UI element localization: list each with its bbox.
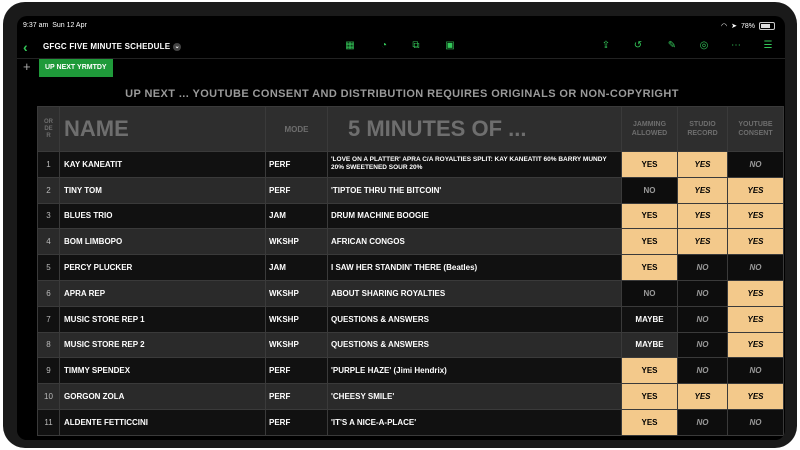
row-name-cell[interactable]: KAY KANEATIT	[60, 152, 266, 178]
row-jamming-cell[interactable]: YES	[622, 152, 678, 178]
status-right	[721, 22, 775, 30]
row-jamming-cell[interactable]: YES	[622, 409, 678, 435]
schedule-table	[37, 106, 784, 436]
row-mode-cell[interactable]: PERF	[266, 358, 328, 384]
location-icon: ➤	[731, 23, 737, 30]
row-name-cell[interactable]: MUSIC STORE REP 1	[60, 306, 266, 332]
row-name-cell[interactable]: TIMMY SPENDEX	[60, 358, 266, 384]
row-studio-cell[interactable]: YES	[678, 229, 728, 255]
table-row	[38, 203, 784, 229]
table-row	[38, 358, 784, 384]
row-studio-cell[interactable]: NO	[678, 280, 728, 306]
row-name-cell[interactable]: BLUES TRIO	[60, 203, 266, 229]
row-order-cell[interactable]: 8	[38, 332, 60, 358]
row-order-cell[interactable]: 7	[38, 306, 60, 332]
row-order-cell[interactable]: 3	[38, 203, 60, 229]
sheet-tabs-bar	[17, 58, 785, 77]
row-mode-cell[interactable]: PERF	[266, 384, 328, 410]
row-youtube-cell[interactable]: NO	[728, 255, 784, 281]
status-time: 9:37 am Sun 12 Apr	[23, 22, 87, 29]
sheet-canvas	[17, 78, 785, 440]
row-mode-cell[interactable]: WKSHP	[266, 229, 328, 255]
row-order-cell[interactable]: 9	[38, 358, 60, 384]
row-item-cell[interactable]: 'LOVE ON A PLATTER' APRA C/A ROYALTIES SPLIT: KAY KANEATIT 60% BARRY MUNDY 20% SWEETENED SOUR 20%	[328, 152, 622, 178]
row-jamming-cell[interactable]: YES	[622, 384, 678, 410]
undo-icon[interactable]: ↺	[633, 40, 643, 51]
header-order[interactable]: OR DE R	[38, 107, 60, 152]
table-row	[38, 280, 784, 306]
row-order-cell[interactable]: 2	[38, 177, 60, 203]
comment-icon[interactable]: ◎	[699, 40, 709, 51]
row-jamming-cell[interactable]: YES	[622, 255, 678, 281]
row-youtube-cell[interactable]: YES	[728, 384, 784, 410]
header-name[interactable]: NAME	[60, 107, 266, 152]
row-jamming-cell[interactable]: NO	[622, 280, 678, 306]
row-item-cell[interactable]: QUESTIONS & ANSWERS	[328, 306, 622, 332]
screen	[17, 16, 785, 440]
row-mode-cell[interactable]: WKSHP	[266, 306, 328, 332]
media-icon[interactable]: ▣	[445, 40, 455, 51]
row-mode-cell[interactable]: JAM	[266, 203, 328, 229]
row-studio-cell[interactable]: NO	[678, 409, 728, 435]
row-youtube-cell[interactable]: YES	[728, 229, 784, 255]
row-mode-cell[interactable]: JAM	[266, 255, 328, 281]
table-row	[38, 177, 784, 203]
battery-percent: 78%	[740, 22, 755, 30]
table-row	[38, 152, 784, 178]
row-youtube-cell[interactable]: NO	[728, 409, 784, 435]
row-name-cell[interactable]: TINY TOM	[60, 177, 266, 203]
row-name-cell[interactable]: ALDENTE FETTICCINI	[60, 409, 266, 435]
row-order-cell[interactable]: 6	[38, 280, 60, 306]
row-studio-cell[interactable]: YES	[678, 177, 728, 203]
row-item-cell[interactable]: 'TIPTOE THRU THE BITCOIN'	[328, 177, 622, 203]
row-studio-cell[interactable]: NO	[678, 358, 728, 384]
table-row	[38, 229, 784, 255]
ipad-frame	[3, 2, 797, 448]
row-item-cell[interactable]: QUESTIONS & ANSWERS	[328, 332, 622, 358]
row-order-cell[interactable]: 1	[38, 152, 60, 178]
row-studio-cell[interactable]: YES	[678, 203, 728, 229]
header-mode[interactable]: MODE	[266, 107, 328, 152]
row-studio-cell[interactable]: YES	[678, 152, 728, 178]
header-jamming[interactable]: JAMMING ALLOWED	[622, 107, 678, 152]
battery-icon	[759, 22, 775, 30]
row-jamming-cell[interactable]: YES	[622, 358, 678, 384]
row-jamming-cell[interactable]: NO	[622, 177, 678, 203]
header-five-minutes[interactable]: 5 MINUTES OF ...	[328, 107, 622, 152]
row-item-cell[interactable]: I SAW HER STANDIN' THERE (Beatles)	[328, 255, 622, 281]
table-row	[38, 384, 784, 410]
document-icon[interactable]: ☰	[763, 40, 773, 51]
row-youtube-cell[interactable]: NO	[728, 358, 784, 384]
more-icon[interactable]: ⋯	[731, 40, 741, 51]
row-name-cell[interactable]: MUSIC STORE REP 2	[60, 332, 266, 358]
row-name-cell[interactable]: GORGON ZOLA	[60, 384, 266, 410]
row-item-cell[interactable]: 'IT'S A NICE-A-PLACE'	[328, 409, 622, 435]
row-order-cell[interactable]: 11	[38, 409, 60, 435]
row-name-cell[interactable]: APRA REP	[60, 280, 266, 306]
document-title[interactable]: GFGC FIVE MINUTE SCHEDULE ⌄	[43, 42, 180, 51]
table-row	[38, 332, 784, 358]
row-youtube-cell[interactable]: YES	[728, 280, 784, 306]
wifi-icon: ◠	[721, 23, 728, 30]
row-jamming-cell[interactable]: YES	[622, 203, 678, 229]
row-item-cell[interactable]: ABOUT SHARING ROYALTIES	[328, 280, 622, 306]
row-jamming-cell[interactable]: MAYBE	[622, 332, 678, 358]
table-row	[38, 409, 784, 435]
row-item-cell[interactable]: 'CHEESY SMILE'	[328, 384, 622, 410]
toolbar	[17, 36, 785, 58]
row-studio-cell[interactable]: YES	[678, 384, 728, 410]
add-sheet-button[interactable]: +	[23, 59, 31, 74]
sheet-title[interactable]: UP NEXT ... YOUTUBE CONSENT AND DISTRIBUTION REQUIRES ORIGINALS OR NON-COPYRIGHT	[125, 88, 679, 100]
row-studio-cell[interactable]: NO	[678, 332, 728, 358]
row-item-cell[interactable]: DRUM MACHINE BOOGIE	[328, 203, 622, 229]
chevron-left-icon[interactable]: ‹	[23, 39, 28, 55]
table-row	[38, 255, 784, 281]
row-order-cell[interactable]: 5	[38, 255, 60, 281]
row-jamming-cell[interactable]: YES	[622, 229, 678, 255]
row-mode-cell[interactable]: PERF	[266, 152, 328, 178]
row-order-cell[interactable]: 4	[38, 229, 60, 255]
row-mode-cell[interactable]: PERF	[266, 409, 328, 435]
row-youtube-cell[interactable]: YES	[728, 177, 784, 203]
table-row	[38, 306, 784, 332]
row-youtube-cell[interactable]: NO	[728, 152, 784, 178]
row-youtube-cell[interactable]: YES	[728, 203, 784, 229]
row-mode-cell[interactable]: WKSHP	[266, 332, 328, 358]
row-item-cell[interactable]: AFRICAN CONGOS	[328, 229, 622, 255]
share-icon[interactable]: ⇪	[601, 40, 611, 51]
row-mode-cell[interactable]: PERF	[266, 177, 328, 203]
tab-up-next[interactable]: UP NEXT YRMTDY	[39, 59, 113, 77]
format-brush-icon[interactable]: ✎	[667, 40, 677, 51]
table-icon[interactable]: ▦	[345, 40, 355, 51]
header-row	[38, 107, 784, 152]
chevron-down-icon[interactable]: ⌄	[174, 43, 180, 50]
row-youtube-cell[interactable]: YES	[728, 306, 784, 332]
row-order-cell[interactable]: 10	[38, 384, 60, 410]
row-jamming-cell[interactable]: MAYBE	[622, 306, 678, 332]
row-name-cell[interactable]: PERCY PLUCKER	[60, 255, 266, 281]
row-studio-cell[interactable]: NO	[678, 255, 728, 281]
chart-icon[interactable]: ◔	[380, 40, 388, 51]
row-mode-cell[interactable]: WKSHP	[266, 280, 328, 306]
status-bar	[17, 16, 785, 34]
header-studio[interactable]: STUDIO RECORD	[678, 107, 728, 152]
row-youtube-cell[interactable]: YES	[728, 332, 784, 358]
row-studio-cell[interactable]: NO	[678, 306, 728, 332]
row-name-cell[interactable]: BOM LIMBOPO	[60, 229, 266, 255]
row-item-cell[interactable]: 'PURPLE HAZE' (Jimi Hendrix)	[328, 358, 622, 384]
shapes-icon[interactable]: ⧉	[412, 40, 420, 51]
header-youtube[interactable]: YOUTUBE CONSENT	[728, 107, 784, 152]
